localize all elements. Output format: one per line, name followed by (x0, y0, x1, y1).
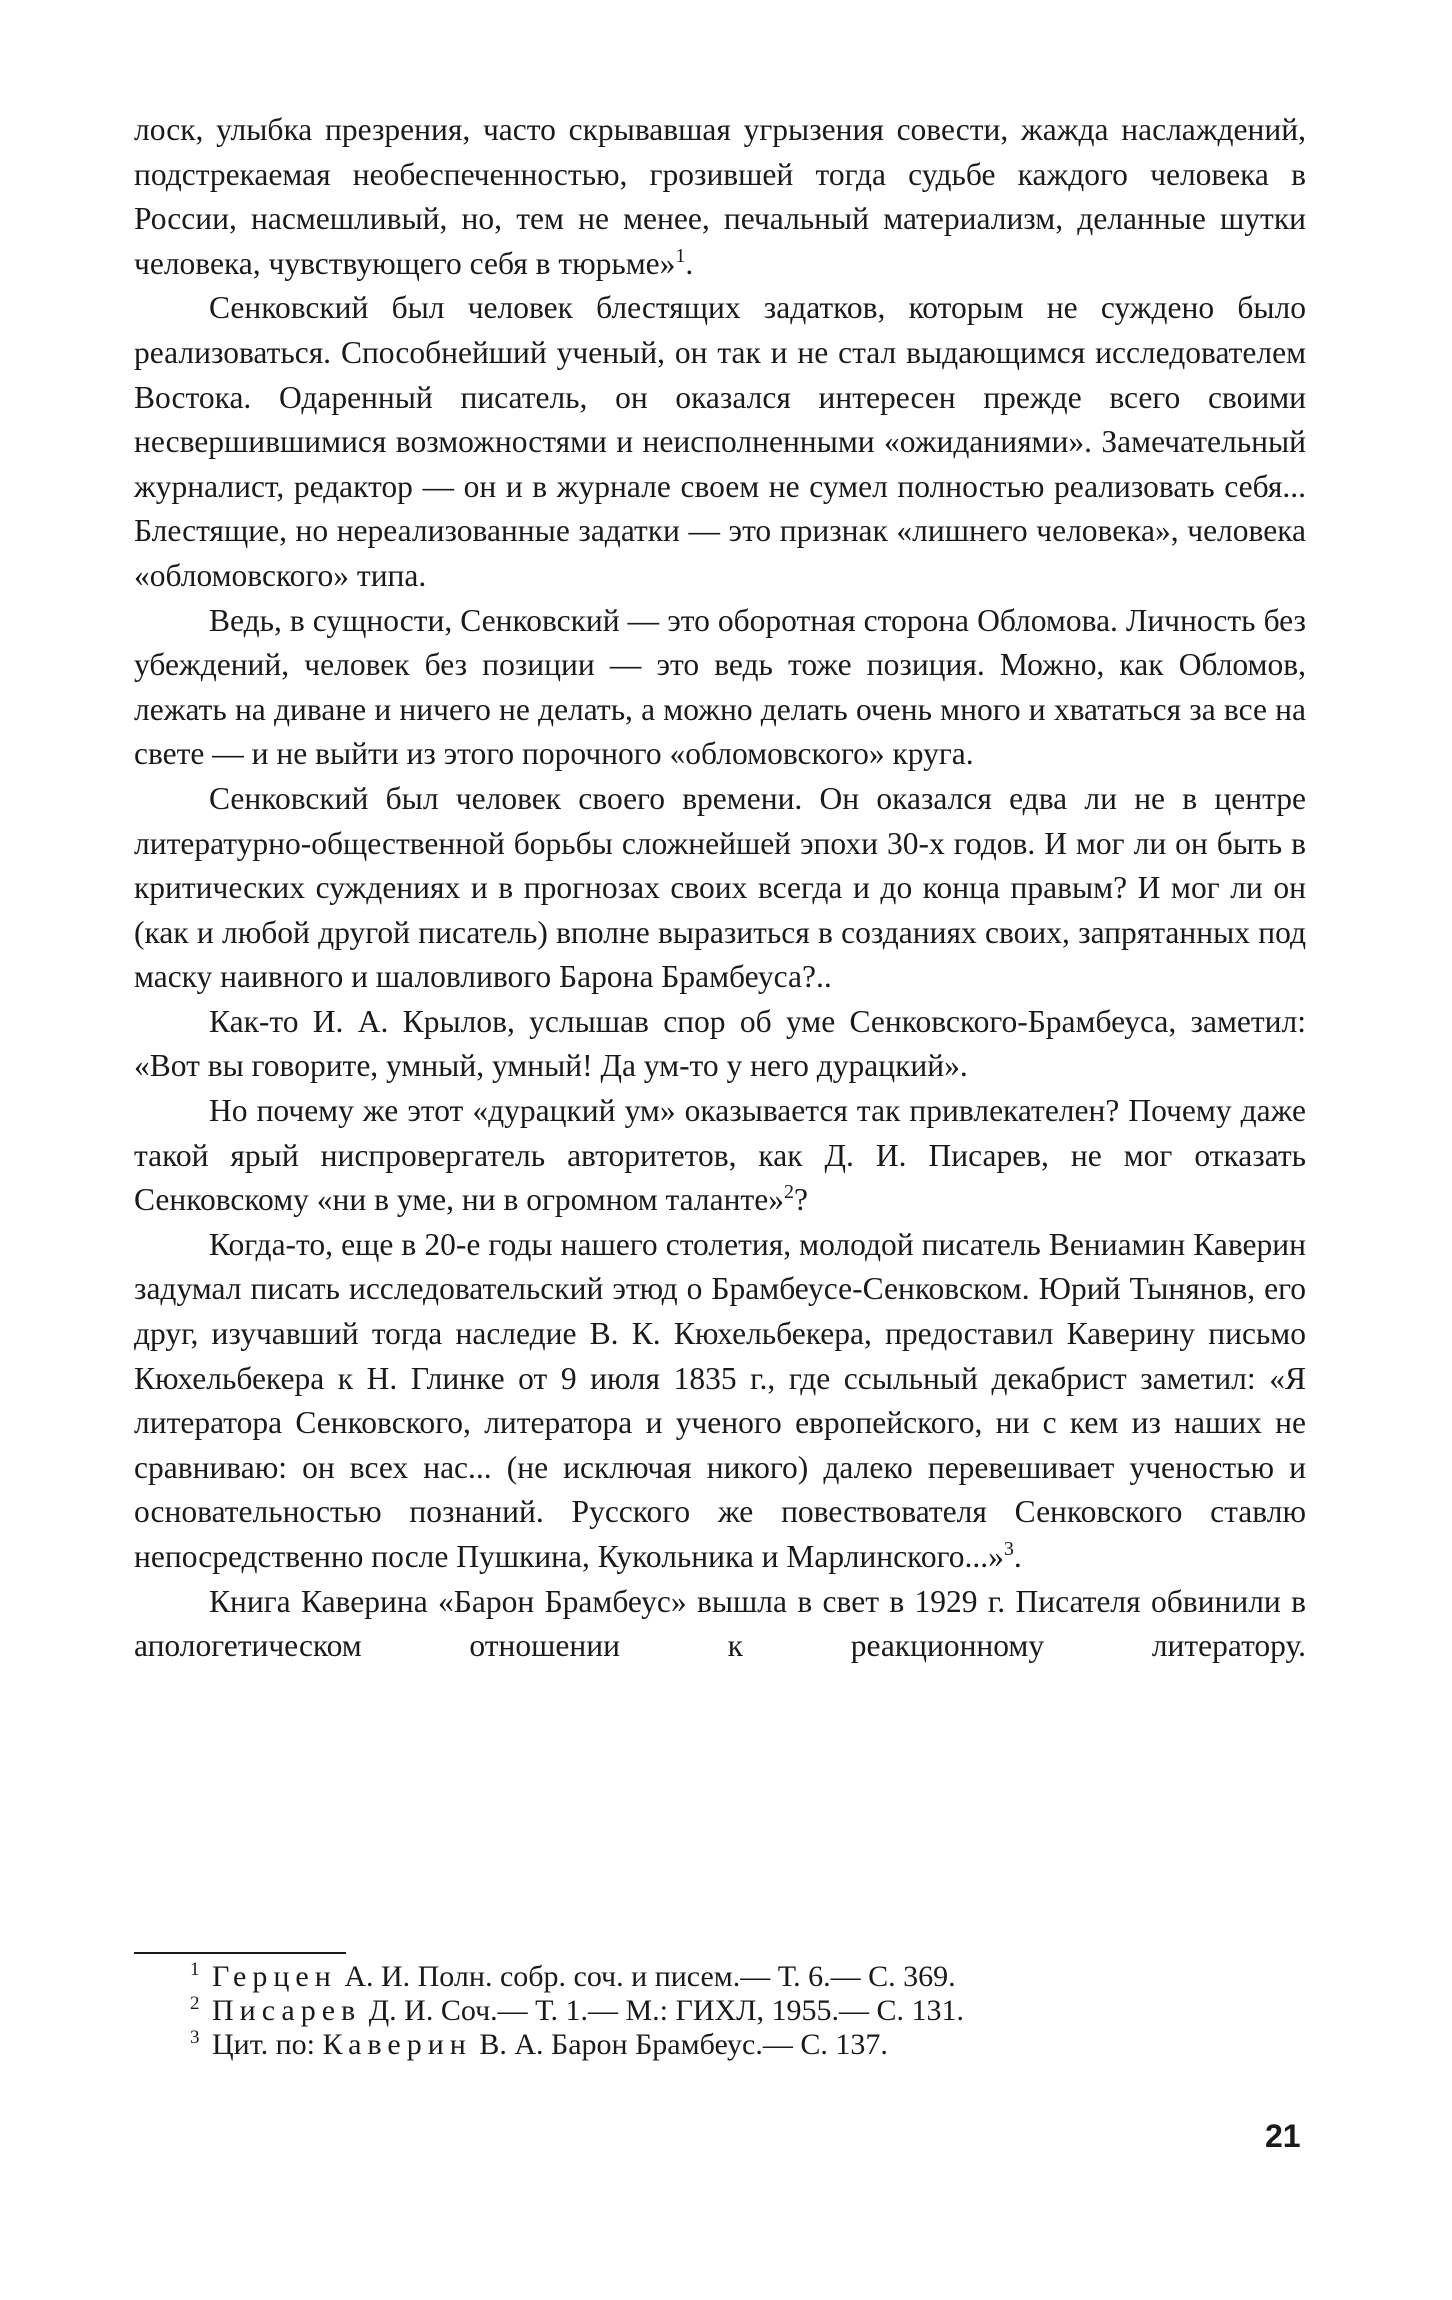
paragraph-3: Ведь, в сущности, Сенковский — это оборотная сторона Обломова. Личность без убеждений, человек без позиции — это ведь тоже позиция. Можно, как Обломов, лежать на диване и ничего не делать, а можно делать очень много и хвататься за все на свете — и не выйти из этого порочного «обломовского» круга. (134, 602, 1306, 772)
paragraph-8: Книга Каверина «Барон Брамбеус» вышла в свет в 1929 г. Писателя обвинили в апологетическом отношении к реакционному литератору. (134, 1583, 1306, 1664)
page-number: 21 (1265, 2118, 1301, 2154)
paragraph-6-text: Но почему же этот «дурацкий ум» оказывается так привлекателен? Почему даже такой ярый ниспровергатель авторитетов, как Д. И. Писарев, не мог отказать Сенковскому «ни в уме, ни в огромном таланте» (134, 1093, 1306, 1218)
paragraph-5: Как-то И. А. Крылов, услышав спор об уме Сенковского-Брамбеуса, заметил: «Вот вы говорите, умный, умный! Да ум-то у него дурацкий». (134, 1003, 1306, 1084)
paragraph-2: Сенковский был человек блестящих задатков, которым не суждено было реализоваться. Способнейший ученый, он так и не стал выдающимся исследователем Востока. Одаренный писатель, он оказался интересен прежде всего своими несвершившимися возможностями и неисполненными «ожиданиями». Замечательный журналист, редактор — он и в журнале своем не сумел полностью реализовать себя... Блестящие, но нереализованные задатки — это признак «лишнего человека», человека «обломовского» типа. (134, 290, 1306, 593)
footnotes (190, 1960, 1250, 2062)
footnote-divider (134, 1952, 346, 1954)
footnote-text-3: В. А. Барон Брамбеус.— С. 137. (471, 2028, 888, 2061)
footnote-text-1: А. И. Полн. собр. соч. и писем.— Т. 6.— С. 369. (336, 1960, 956, 1993)
footnote-ref-1[interactable]: 1 (675, 244, 686, 267)
paragraph-7 (134, 1223, 1306, 1580)
main-text (134, 108, 1306, 1669)
paragraph-6-end: ? (793, 1182, 808, 1218)
paragraph-1-text: лоск, улыбка презрения, часто скрывавшая угрызения совести, жажда наслаждений, подстрекаемая необеспеченностью, грозившей тогда судьбе каждого человека в России, насмешливый, но, тем не менее, печальный материализм, деланные шутки человека, чувствующего себя в тюрьме» (134, 112, 1306, 281)
footnote-2: 2 Писарев Д. И. Соч.— Т. 1.— М.: ГИХЛ, 1955.— С. 131. (190, 1993, 965, 2027)
paragraph-7-text: Когда-то, еще в 20-е годы нашего столетия, молодой писатель Вениамин Каверин задумал писать исследовательский этюд о Брамбеусе-Сенковском. Юрий Тынянов, его друг, изучавший тогда наследие В. К. Кюхельбекера, предоставил Каверину письмо Кюхельбекера к Н. Глинке от 9 июля 1835 г., где ссыльный декабрист заметил: «Я литератора Сенковского, литератора и ученого европейского, ни с кем из наших не сравниваю: он всех нас... (не исключая никого) далеко перевешивает ученостью и основательностью познаний. Русского же повествователя Сенковского ставлю непосредственно после Пушкина, Кукольника и Марлинского...» (134, 1226, 1306, 1574)
footnote-ref-2[interactable]: 2 (783, 1181, 794, 1204)
paragraph-1 (134, 108, 1306, 286)
footnote-ref-3[interactable]: 3 (1003, 1538, 1014, 1560)
paragraph-7-end: . (1013, 1539, 1022, 1574)
paragraph-1-end: . (685, 245, 694, 281)
footnote-1: 1 Герцен А. И. Полн. собр. соч. и писем.— Т. 6.— С. 369. (190, 1959, 956, 1993)
footnote-prefix-3: Цит. по: (212, 2028, 323, 2061)
paragraph-6 (134, 1089, 1306, 1223)
footnote-text-2: Д. И. Соч.— Т. 1.— М.: ГИХЛ, 1955.— С. 131. (361, 1994, 965, 2027)
paragraph-4: Сенковский был человек своего времени. Он оказался едва ли не в центре литературно-общественной борьбы сложнейшей эпохи 30-х годов. И мог ли он быть в критических суждениях и в прогнозах своих всегда и до конца правым? И мог ли он (как и любой другой писатель) вполне выразиться в созданиях своих, запрятанных под маску наивного и шаловливого Барона Брамбеуса?.. (134, 780, 1306, 995)
footnote-author-3: Каверин (322, 2028, 472, 2061)
footnote-author-1: Герцен (212, 1960, 337, 1993)
footnote-3: 3 Цит. по: Каверин В. А. Барон Брамбеус.— С. 137. (190, 2027, 888, 2061)
footnote-author-2: Писарев (212, 1994, 362, 2027)
